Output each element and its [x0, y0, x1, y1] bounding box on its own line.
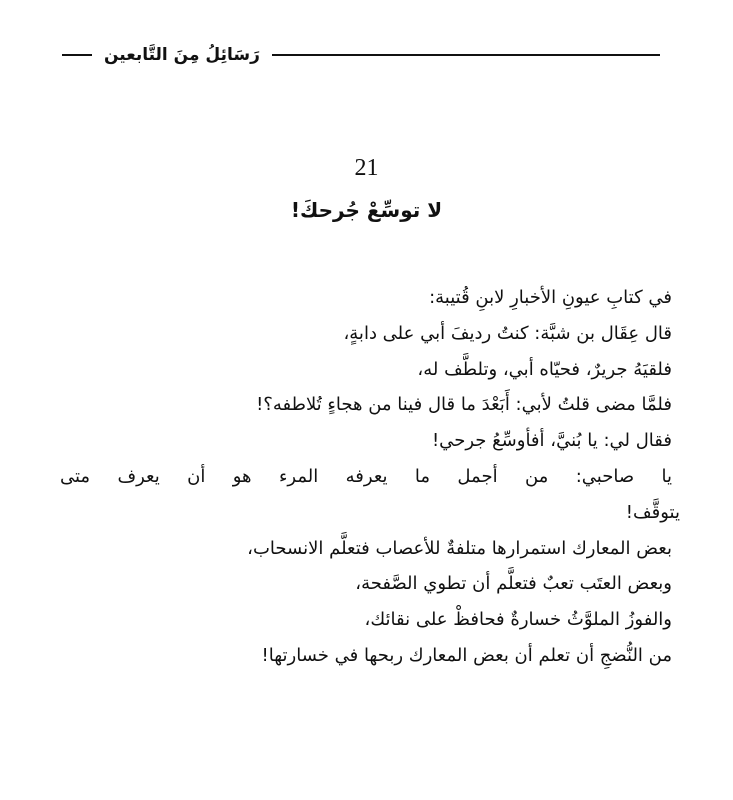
- body-line: يتوقَّف!: [625, 501, 680, 523]
- body-line: في كتابِ عيونِ الأخبارِ لابنِ قُتيبة:: [429, 287, 672, 308]
- body-line: فلقيَهُ جريرٌ، فحيّاه أبي، وتلطَّف له،: [417, 358, 672, 380]
- header-rule-right: [272, 54, 660, 56]
- body-line: من النُّضجِ أن تعلم أن بعض المعارك ربحها في خسارتها!: [261, 644, 672, 666]
- chapter-number: 21: [354, 155, 379, 181]
- header-title: رَسَائِلُ مِنَ التَّابعين: [104, 45, 260, 65]
- body-line: بعض المعارك استمرارها متلفةٌ للأعصاب فتعلَّم الانسحاب،: [247, 537, 672, 559]
- body-line: وبعض العتَب تعبٌ فتعلَّم أن تطوي الصَّفحة،: [355, 573, 672, 595]
- body-line: والفوزُ الملوَّثُ خسارةٌ فحافظْ على نقائك،: [364, 609, 672, 631]
- body-line: يا صاحبي: من أجمل ما يعرفه المرء هو أن يعرف متى: [60, 465, 672, 487]
- body-line: فلمَّا مضى قلتُ لأبي: أَبَعْدَ ما قال فينا من هجاءٍ تُلاطفه؟!: [256, 394, 672, 416]
- header-rule-left: [62, 54, 92, 56]
- body-line: قال عِقَال بن شبَّة: كنتُ رديفَ أبي على دابةٍ،: [343, 322, 672, 344]
- body-text: [60, 280, 680, 674]
- body-line: فقال لي: يا بُنيَّ، أفأوسِّعُ جرحي!: [431, 430, 672, 452]
- chapter-title: لا توسِّعْ جُرحكَ!: [290, 198, 443, 222]
- running-header: [62, 38, 660, 72]
